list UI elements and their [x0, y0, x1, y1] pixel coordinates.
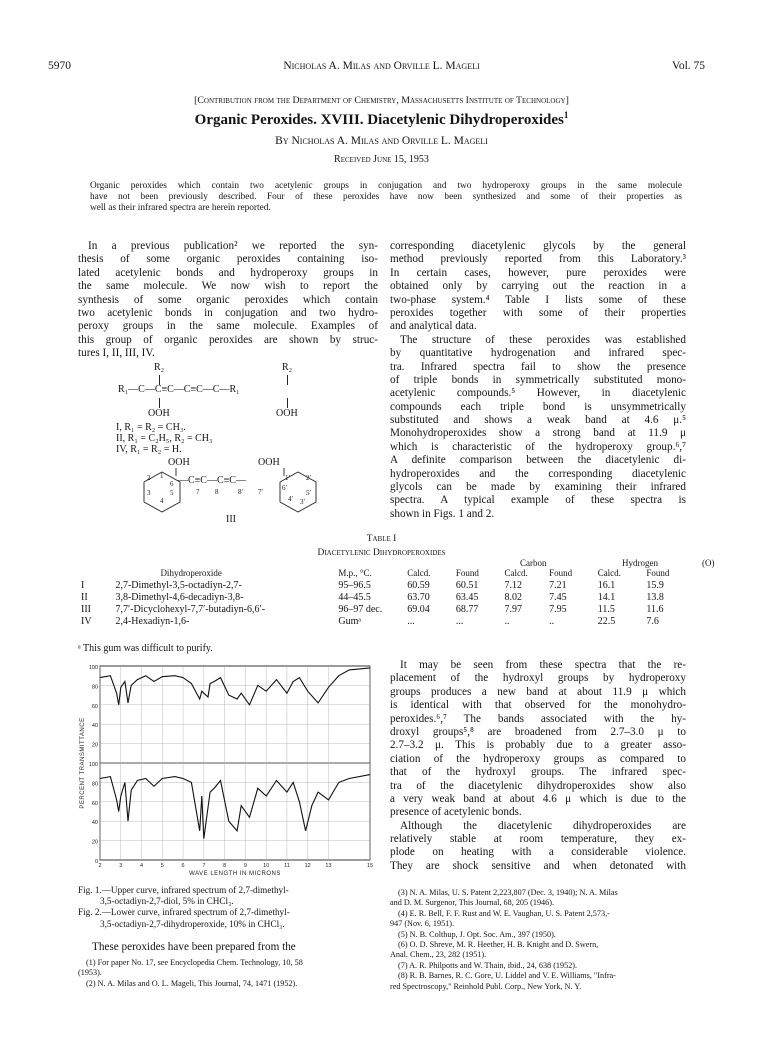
table-cell: 8.02: [504, 591, 522, 603]
ring-number: 5: [170, 489, 174, 497]
table-cell: 11.6: [646, 603, 664, 615]
table-cell: 7.97: [504, 603, 522, 615]
text-line: The structure of these peroxides was established: [400, 333, 686, 346]
column-header: Calcd.: [504, 568, 528, 578]
y-tick-label: 100: [88, 665, 98, 671]
y-tick-label: 60: [91, 703, 98, 710]
right-column-discussion: [390, 659, 686, 873]
table-cell: 7.45: [549, 591, 567, 603]
page-number: 5970: [48, 60, 71, 72]
text-line: the same molecule. We now wish to report the: [78, 280, 378, 293]
text-line: tra. Infrared spectra fail to show the presence: [390, 360, 686, 373]
table-cell: 96–97 dec.: [338, 603, 383, 615]
table-cell: ..: [549, 615, 555, 627]
footnote-line: red Spectroscopy," Reinhold Publ. Corp., New York, N. Y.: [390, 981, 582, 991]
table-cell: 69.04: [407, 603, 430, 615]
text-line: of triple bonds in symmetrically substituted mono-: [390, 373, 686, 386]
table-cell: 16.1: [597, 579, 616, 591]
ooh-group: OOH: [258, 457, 280, 468]
footnote-line: (2) N. A. Milas and O. L. Mageli, This Journal, 74, 1471 (1952).: [86, 978, 298, 988]
y-tick-label: 40: [91, 723, 98, 730]
text-line: peroxy groups in the same molecule. Examples of: [78, 320, 378, 333]
ring-number: 6′: [282, 484, 288, 492]
x-tick-label: 9: [243, 863, 247, 869]
x-tick-label: 8: [223, 863, 227, 869]
table-cell: 22.5: [597, 615, 616, 627]
table-cell: 63.45: [455, 591, 479, 603]
text-line: and analytical data.: [390, 320, 477, 333]
table-caption: Diacetylenic Dihydroperoxides: [317, 548, 446, 558]
table-header-row: [78, 567, 690, 579]
column-header: Calcd.: [597, 568, 621, 578]
text-line: plode on heating with a considerable violence.: [390, 846, 686, 859]
table-cell: 14.1: [597, 591, 616, 603]
ring-number: 4: [160, 497, 164, 505]
footnote-line: (7) A. R. Philpotts and W. Thain, ibid., 24, 638 (1952).: [398, 960, 578, 970]
text-line: two-phase system.⁴ Table I lists some of these: [390, 293, 686, 306]
text-line: 2.7–3.2 μ. This is probably due to a greater asso-: [390, 739, 686, 752]
column-header: Found: [549, 568, 573, 578]
text-line: this group of organic peroxides are shown by struc-: [78, 333, 378, 346]
running-title: Nicholas A. Milas and Orville L. Mageli: [283, 60, 480, 72]
abstract-line: have not been previously described. Four of these peroxides have now been synthesized and some of their properties as: [90, 192, 682, 203]
text-line: by quantitative hydrogenation and infrared spec-: [390, 347, 686, 360]
table-cell: 15.9: [646, 579, 664, 591]
caption-line: 3,5-octadiyn-2,7-diol, 5% in CHCl₃.: [100, 896, 234, 907]
y-axis-label: PERCENT TRANSMITTANCE: [80, 717, 86, 809]
bond-line: [287, 398, 288, 408]
text-line: tures I, II, III, IV.: [78, 347, 155, 360]
x-tick-label: 7: [202, 863, 206, 869]
footnote-line: (6) O. D. Shreve, M. R. Heether, H. B. Knight and D. Swern,: [398, 940, 599, 950]
text-line: synthesis of some organic peroxides which contain: [78, 293, 378, 306]
table-cell: 13.8: [646, 591, 664, 603]
x-tick-label: 3: [119, 863, 123, 869]
abstract-line: Organic peroxides which contain two acetylenic groups in conjugation and two hydroperoxy groups in the same molecule: [90, 181, 682, 191]
contribution-line: [Contribution from the Department of Chemistry, Massachusetts Institute of Technology]: [194, 95, 569, 106]
ooh-group: OOH: [148, 408, 170, 419]
text-line: In a previous publication² we reported the syn-: [88, 240, 378, 252]
footnote-line: and D. M. Surgenor, This Journal, 68, 205 (1946).: [390, 898, 555, 908]
y-tick-label: 100: [88, 762, 98, 768]
column-header: Dihydroperoxide: [160, 568, 222, 578]
ring-number: 3′: [300, 498, 306, 506]
text-line: They are shock sensitive and when detonated with: [390, 859, 686, 872]
ring-number: 7′: [258, 488, 264, 496]
bond-line: [159, 398, 160, 408]
footnote-line: (5) N. B. Colthup, J. Opt. Soc. Am., 397 (1950).: [398, 929, 556, 939]
x-tick-label: 13: [325, 863, 332, 869]
chemical-structures: [110, 362, 350, 530]
footnote-line: Anal. Chem., 23, 282 (1951).: [390, 950, 487, 960]
spectrum-curve: [100, 668, 370, 705]
text-line: Monohydroperoxides show a strong band at 11.9 μ: [390, 427, 686, 440]
text-line: peroxides.⁶,⁷ The bands associated with the hy-: [390, 712, 686, 725]
table-cell: 95–96.5: [338, 579, 371, 591]
y-tick-label: 20: [91, 839, 98, 846]
table-cell: IV: [81, 615, 92, 627]
column-header: Calcd.: [407, 568, 431, 578]
ring-number: 8: [215, 488, 219, 496]
table-row: [78, 603, 690, 615]
text-line: thesis of some organic peroxides containing iso-: [78, 253, 378, 266]
ring-number: 1: [160, 472, 164, 480]
text-line: In certain cases, however, pure peroxides were: [390, 266, 686, 279]
table-cell: 60.59: [407, 579, 430, 591]
abstract: [90, 181, 682, 215]
x-tick-label: 12: [304, 863, 311, 869]
table-cell: 44–45.5: [338, 591, 371, 603]
r2-label: R₂: [282, 362, 293, 373]
group-header-hydrogen: Hydrogen: [622, 558, 658, 568]
table-cell: 7.6: [646, 615, 659, 627]
column-header: Found: [646, 568, 670, 578]
r2-label: R₂: [154, 362, 165, 373]
text-line: presence of acetylenic bonds.: [390, 806, 522, 819]
text-line: method previously reported from this Laboratory.³: [390, 253, 686, 266]
text-line: corresponding diacetylenic glycols by the general: [390, 240, 686, 252]
left-bottom-text: These peroxides have been prepared from the: [92, 941, 296, 953]
left-column-intro: [78, 240, 378, 361]
text-line: relatively stable at room temperature, they ex-: [390, 833, 686, 846]
x-tick-label: 2: [98, 863, 102, 869]
table-cell: 11.5: [597, 603, 615, 615]
footnote-line: (4) E. R. Bell, F. F. Rust and W. E. Vaughan, U. S. Patent 2,573,-: [398, 908, 610, 918]
ooh-group: OOH: [168, 457, 190, 468]
text-line: glycols can be made by examining their infrared: [390, 481, 686, 494]
text-line: that of the hydroxyl groups. The infrared spec-: [390, 766, 686, 779]
table-cell: III: [81, 603, 91, 615]
group-header-carbon: Carbon: [520, 558, 547, 568]
table-cell: 7.21: [549, 579, 567, 591]
caption-line: Fig. 2.—Lower curve, infrared spectrum of 2,7-dimethyl-: [78, 907, 290, 918]
structure-definition: I, R₁ = R₂ = CH₃.: [116, 422, 186, 433]
text-line: hydroperoxides and the corresponding diacetylenic: [390, 467, 686, 480]
text-line: acetylenic compounds.⁵ However, in diacetylenic: [390, 387, 686, 400]
text-line: tra of the diacetylenic dihydroperoxides show also: [390, 779, 686, 792]
table-footnote: ᵃ This gum was difficult to purify.: [78, 643, 213, 654]
ooh-group: OOH: [276, 408, 298, 419]
footnote-line: (8) R. B. Barnes, R. C. Gore, U. Liddel and V. E. Williams, "Infra-: [398, 971, 616, 981]
column-header: Found: [455, 568, 479, 578]
table-row: [78, 615, 690, 627]
table-cell: ..: [504, 615, 510, 627]
ring-number: 4′: [288, 495, 294, 503]
footnotes-left: [78, 958, 383, 989]
x-tick-label: 4: [140, 863, 144, 869]
table-label: Table I: [366, 534, 397, 544]
table-cell: ...: [407, 615, 415, 627]
footnote-line: (1) For paper No. 17, see Encyclopedia Chem. Technology, 10, 58: [86, 958, 303, 967]
table-cell: 7,7′-Dicyclohexyl-7,7′-butadiyn-6,6′-: [115, 603, 266, 615]
x-tick-label: 5: [160, 863, 164, 869]
ir-spectra-chart: [78, 660, 378, 885]
table-cell: 7.12: [504, 579, 522, 591]
structure-label: III: [226, 514, 236, 525]
spectrum-curve: [100, 775, 370, 839]
ring-number: 8′: [238, 488, 244, 496]
footnote-line: (3) N. A. Milas, U. S. Patent 2,223,807 (Dec. 3, 1940); N. A. Milas: [398, 888, 618, 897]
table-cell: 3,8-Dimethyl-4,6-decadiyn-3,8-: [115, 591, 244, 603]
ring-number: 2′: [306, 474, 312, 482]
x-tick-label: 10: [263, 863, 270, 869]
bond-line: [287, 375, 288, 385]
text-line: is identical with that observed for the monohydro-: [390, 699, 686, 712]
x-axis-label: WAVE LENGTH IN MICRONS: [189, 871, 281, 877]
ring-number: 7: [196, 488, 200, 496]
text-line: groups produces a new band at about 11.9 μ which: [390, 685, 686, 698]
footnotes-right: [390, 888, 690, 992]
text-line: It may be seen from these spectra that the re-: [400, 659, 686, 671]
table-cell: 7.95: [549, 603, 567, 615]
ring-number: 1′: [285, 474, 291, 482]
abstract-line: well as their infrared spectra are herein reported.: [90, 203, 271, 214]
text-line: shown in Figs. 1 and 2.: [390, 507, 495, 520]
ring-number: 6: [170, 480, 174, 488]
figure-captions: [78, 885, 383, 930]
ring-chain: —C≡C—C≡C—: [178, 475, 246, 486]
y-tick-label: 0: [94, 859, 98, 865]
y-tick-label: 80: [91, 684, 98, 691]
table-cell: 2,7-Dimethyl-3,5-octadiyn-2,7-: [115, 579, 242, 591]
cyclohexyl-structure: [110, 466, 350, 518]
group-header-oxygen: (O): [702, 558, 715, 568]
text-line: lated acetylenic bonds and hydroperoxy groups in: [78, 266, 378, 279]
volume-number: Vol. 75: [672, 60, 706, 72]
text-line: peroxides together with some of their properties: [390, 306, 686, 319]
structure-definition: II, R₁ = C₂H₅, R₂ = CH₃: [116, 433, 213, 444]
y-tick-label: 60: [91, 800, 98, 807]
table-cell: II: [81, 591, 88, 603]
x-tick-label: 6: [181, 863, 185, 869]
table-cell: 68.77: [455, 603, 479, 615]
footnote-line: 947 (Nov. 6, 1951).: [390, 919, 455, 929]
text-line: a very weak band at about 4.6 μ which is due to the: [390, 792, 686, 805]
text-line: spectra. A typical example of these spectra is: [390, 494, 686, 507]
x-tick-label: 11: [284, 863, 290, 869]
y-tick-label: 80: [91, 781, 98, 788]
y-tick-label: 20: [91, 742, 98, 749]
table-1: [78, 558, 715, 638]
table-cell: 60.51: [455, 579, 479, 591]
diacetylene-chain: R₁—C—C≡C—C≡C—C—R₁: [118, 384, 240, 395]
x-tick-label: 15: [366, 863, 374, 869]
table-cell: 2,4-Hexadiyn-1,6-: [115, 615, 190, 627]
article-title: Organic Peroxides. XVIII. Diacetylenic Dihydroperoxides$^1$: [194, 110, 569, 128]
column-header: M.p., °C.: [338, 568, 372, 578]
text-line: obtained only by carrying out the reaction in a: [390, 280, 686, 293]
footnote-line: (1953).: [78, 968, 102, 978]
table-row: [78, 579, 690, 591]
caption-line: 3,5-octadiyn-2,7-dihydroperoxide, 10% in CHCl₃.: [100, 918, 285, 929]
byline: By Nicholas A. Milas and Orville L. Mageli: [275, 135, 488, 147]
table-cell: ...: [455, 615, 464, 627]
text-line: compounds each triple bond is unsymmetrically: [390, 400, 686, 413]
table-row: [78, 591, 690, 603]
data-table: [78, 567, 690, 627]
right-column-intro: [390, 240, 686, 521]
text-line: placement of the hydroxyl groups by hydroperoxy: [390, 672, 686, 685]
text-line: ciation of the hydroperoxy groups as compared to: [390, 752, 686, 765]
caption-line: Fig. 1.—Upper curve, infrared spectrum of 2,7-dimethyl-: [78, 885, 289, 895]
ring-number: 5′: [306, 489, 312, 497]
text-line: A definite comparison between the diacetylenic di-: [390, 454, 686, 467]
text-line: which is characteristic of the hydroperoxy group.⁶,⁷: [390, 440, 686, 453]
ring-number: 3: [147, 489, 151, 497]
table-cell: Gumᵃ: [338, 615, 362, 627]
text-line: droxyl groups⁵,⁸ are broadened from 2.7–3.0 μ to: [390, 725, 686, 738]
ring-number: 2: [147, 474, 151, 482]
table-cell: 63.70: [407, 591, 430, 603]
text-line: two acetylenic bonds in conjugation and two hydro-: [78, 306, 378, 319]
table-cell: I: [81, 579, 85, 591]
ir-spectra-figure: [78, 660, 378, 885]
received-date: Received June 15, 1953: [334, 154, 429, 165]
structure-definition: IV, R₁ = R₂ = H.: [116, 444, 182, 455]
text-line: Although the diacetylenic dihydroperoxides are: [400, 819, 686, 832]
text-line: substituted and shows a weak band at 4.6 μ.⁵: [390, 414, 686, 427]
y-tick-label: 40: [91, 820, 98, 827]
